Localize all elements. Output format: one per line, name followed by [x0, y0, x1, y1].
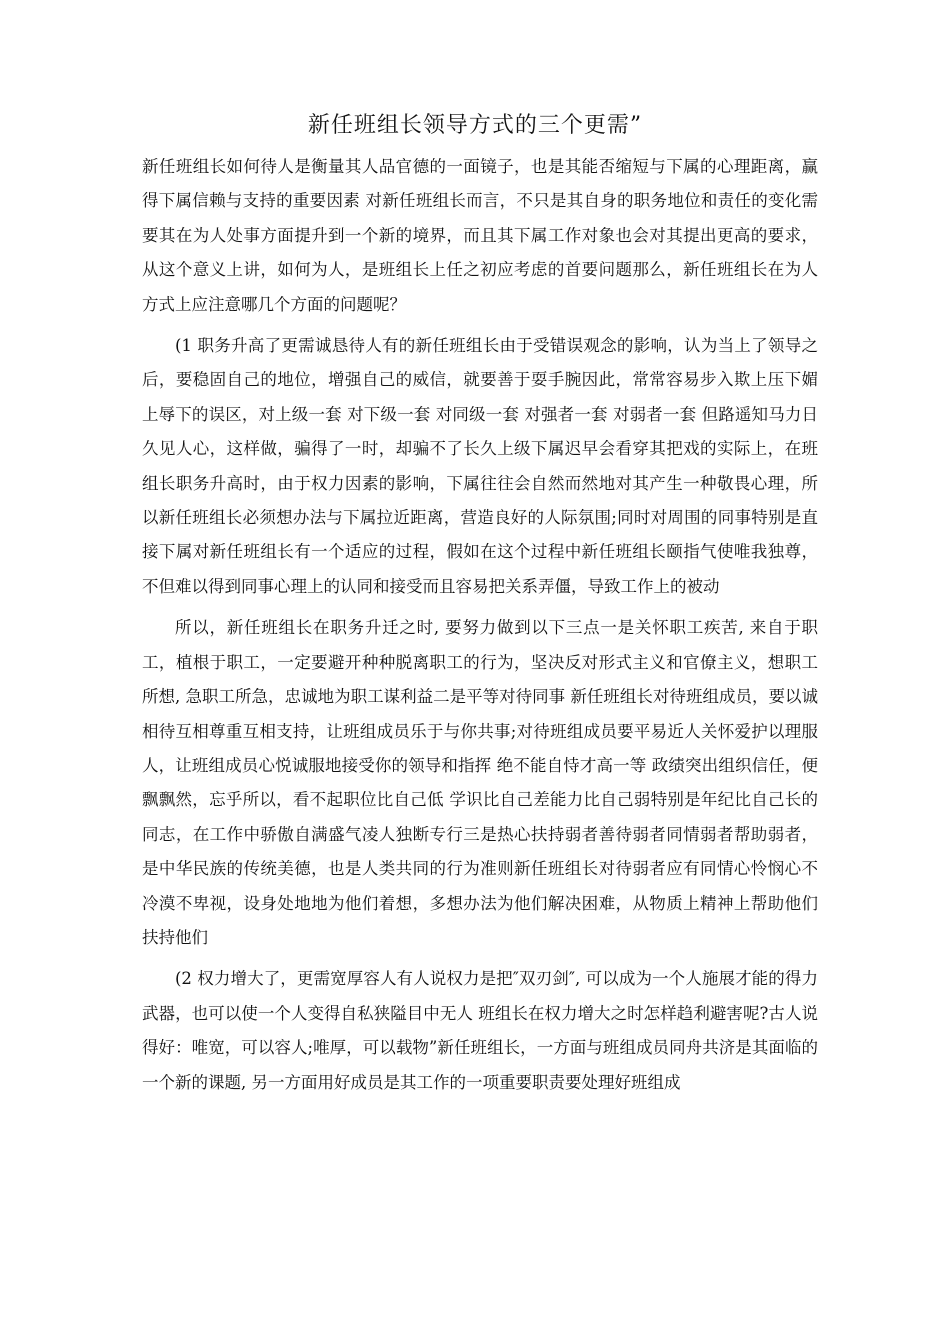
paragraph-section-2: (2 权力增大了，更需宽厚容人有人说权力是把″双刃剑″, 可以成为一个人施展才能的得力武器，也可以使一个人变得自私狭隘目中无人 班组长在权力增大之时怎样趋利避害呢?古人说得好：唯宽，可以容人;唯厚，可以载物”新任班组长，一方面与班组成员同舟共济是其面临的一个新的课题, 另一方面用好成员是其工作的一项重要职责要处理好班组成	[142, 969, 818, 1092]
document-body	[142, 150, 818, 1107]
paragraph-section-1: (1 职务升高了更需诚恳待人有的新任班组长由于受错误观念的影响，认为当上了领导之后，要稳固自己的地位，增强自己的威信，就要善于耍手腕因此，常常容易步入欺上压下媚上辱下的误区，对上级一套 对下级一套 对同级一套 对强者一套 对弱者一套 但路遥知马力日久见人心，这样做，骗得了一时，却骗不了长久上级下属迟早会看穿其把戏的实际上，在班组长职务升高时，由于权力因素的影响，下属往往会自然而然地对其产生一种敬畏心理，所以新任班组长必须想办法与下属拉近距离，营造良好的人际氛围;同时对周围的同事特别是直接下属对新任班组长有一个适应的过程，假如在这个过程中新任班组长颐指气使唯我独尊，不但难以得到同事心理上的认同和接受而且容易把关系弄僵，导致工作上的被动	[142, 336, 818, 596]
paragraph-intro: 新任班组长如何待人是衡量其人品官德的一面镜子，也是其能否缩短与下属的心理距离，赢得下属信赖与支持的重要因素 对新任班组长而言，不只是其自身的职务地位和责任的变化需要其在为人处事方面提升到一个新的境界，而且其下属工作对象也会对其提出更高的要求，从这个意义上讲，如何为人，是班组长上任之初应考虑的首要问题那么，新任班组长在为人方式上应注意哪几个方面的问题呢？	[142, 157, 818, 314]
document-title: 新任班组长领导方式的三个更需”	[307, 113, 643, 138]
paragraph-section-1-points: 所以，新任班组长在职务升迁之时, 要努力做到以下三点一是关怀职工疾苦, 来自于职工，植根于职工，一定要避开种种脱离职工的行为，坚决反对形式主义和官僚主义，想职工所想, 急职工所急，忠诚地为职工谋利益二是平等对待同事 新任班组长对待班组成员，要以诚相待互相尊重互相支持，让班组成员乐于与你共事;对待班组成员要平易近人关怀爱护以理服人，让班组成员心悦诚服地接受你的领导和指挥 绝不能自恃才高一等 政绩突出组织信任，便飘飘然，忘乎所以，看不起职位比自己低 学识比自己差能力比自己弱特别是年纪比自己长的同志，在工作中骄傲自满盛气凌人独断专行三是热心扶持弱者善待弱者同情弱者帮助弱者，是中华民族的传统美德，也是人类共同的行为准则新任班组长对待弱者应有同情心怜悯心不冷漠不卑视，设身处地地为他们着想，多想办法为他们解决困难，从物质上精神上帮助他们扶持他们	[142, 618, 818, 947]
